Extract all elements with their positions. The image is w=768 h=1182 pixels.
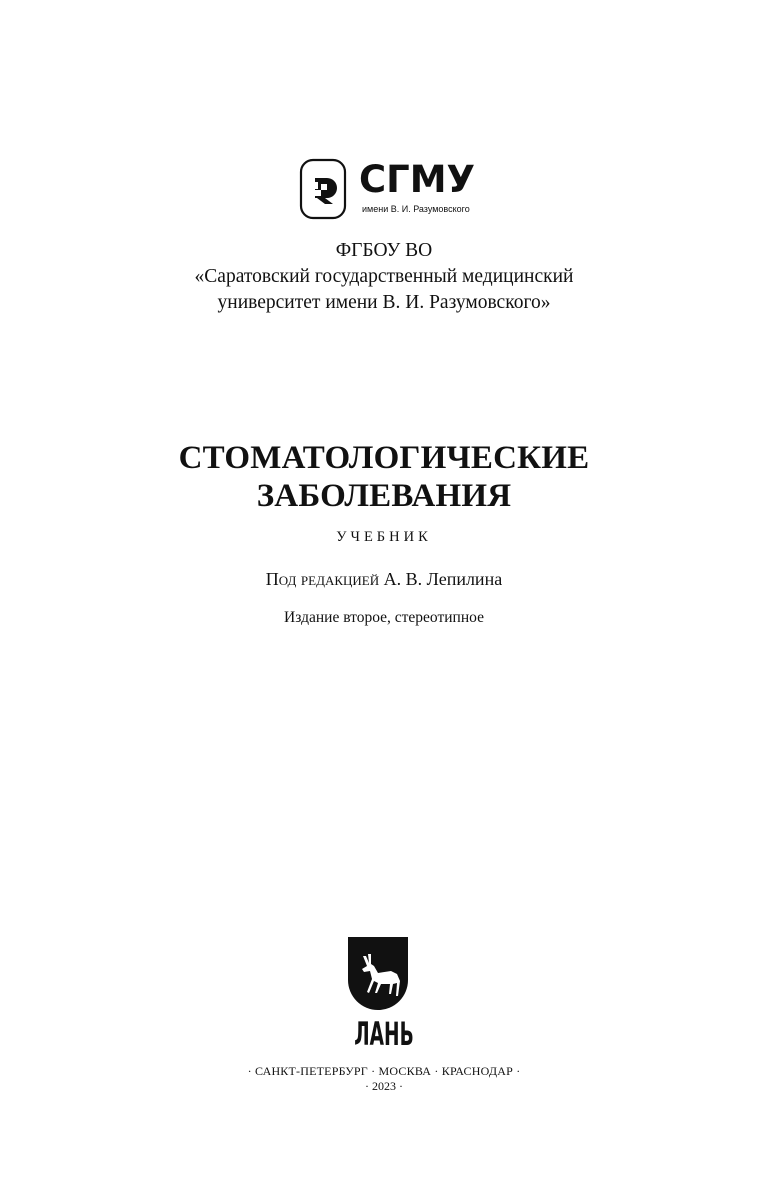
sgmu-logo-name: СГМУ [359, 158, 476, 201]
sgmu-logo [299, 156, 475, 222]
book-editor [0, 568, 768, 590]
organization-line-3: университет имени В. И. Разумовского» [217, 292, 551, 313]
sgmu-logo-subtitle: имени В. И. Разумовского [362, 204, 470, 214]
publisher-cities: · САНКТ-ПЕТЕРБУРГ · МОСКВА · КРАСНОДАР · [247, 1064, 521, 1078]
editor-prefix: Под редакцией [265, 569, 380, 589]
deer-emblem-icon [347, 936, 409, 1012]
book-title-line-1: СТОМАТОЛОГИЧЕСКИЕ [178, 440, 590, 476]
book-kind: УЧЕБНИК [336, 529, 432, 545]
editor-name: А. В. Лепилина [383, 569, 503, 589]
organization-line-1: ФГБОУ ВО [335, 240, 433, 261]
book-title-line-2: ЗАБОЛЕВАНИЯ [256, 478, 512, 514]
sgmu-emblem-icon [299, 158, 347, 220]
book-edition: Издание второе, стереотипное [284, 609, 484, 626]
organization-line-2: «Саратовский государственный медицинский [194, 266, 574, 287]
publisher-name: ЛАНЬ [354, 1015, 414, 1053]
publication-year: · 2023 · [365, 1079, 403, 1093]
book-title [0, 439, 768, 515]
organization-block [0, 238, 768, 316]
